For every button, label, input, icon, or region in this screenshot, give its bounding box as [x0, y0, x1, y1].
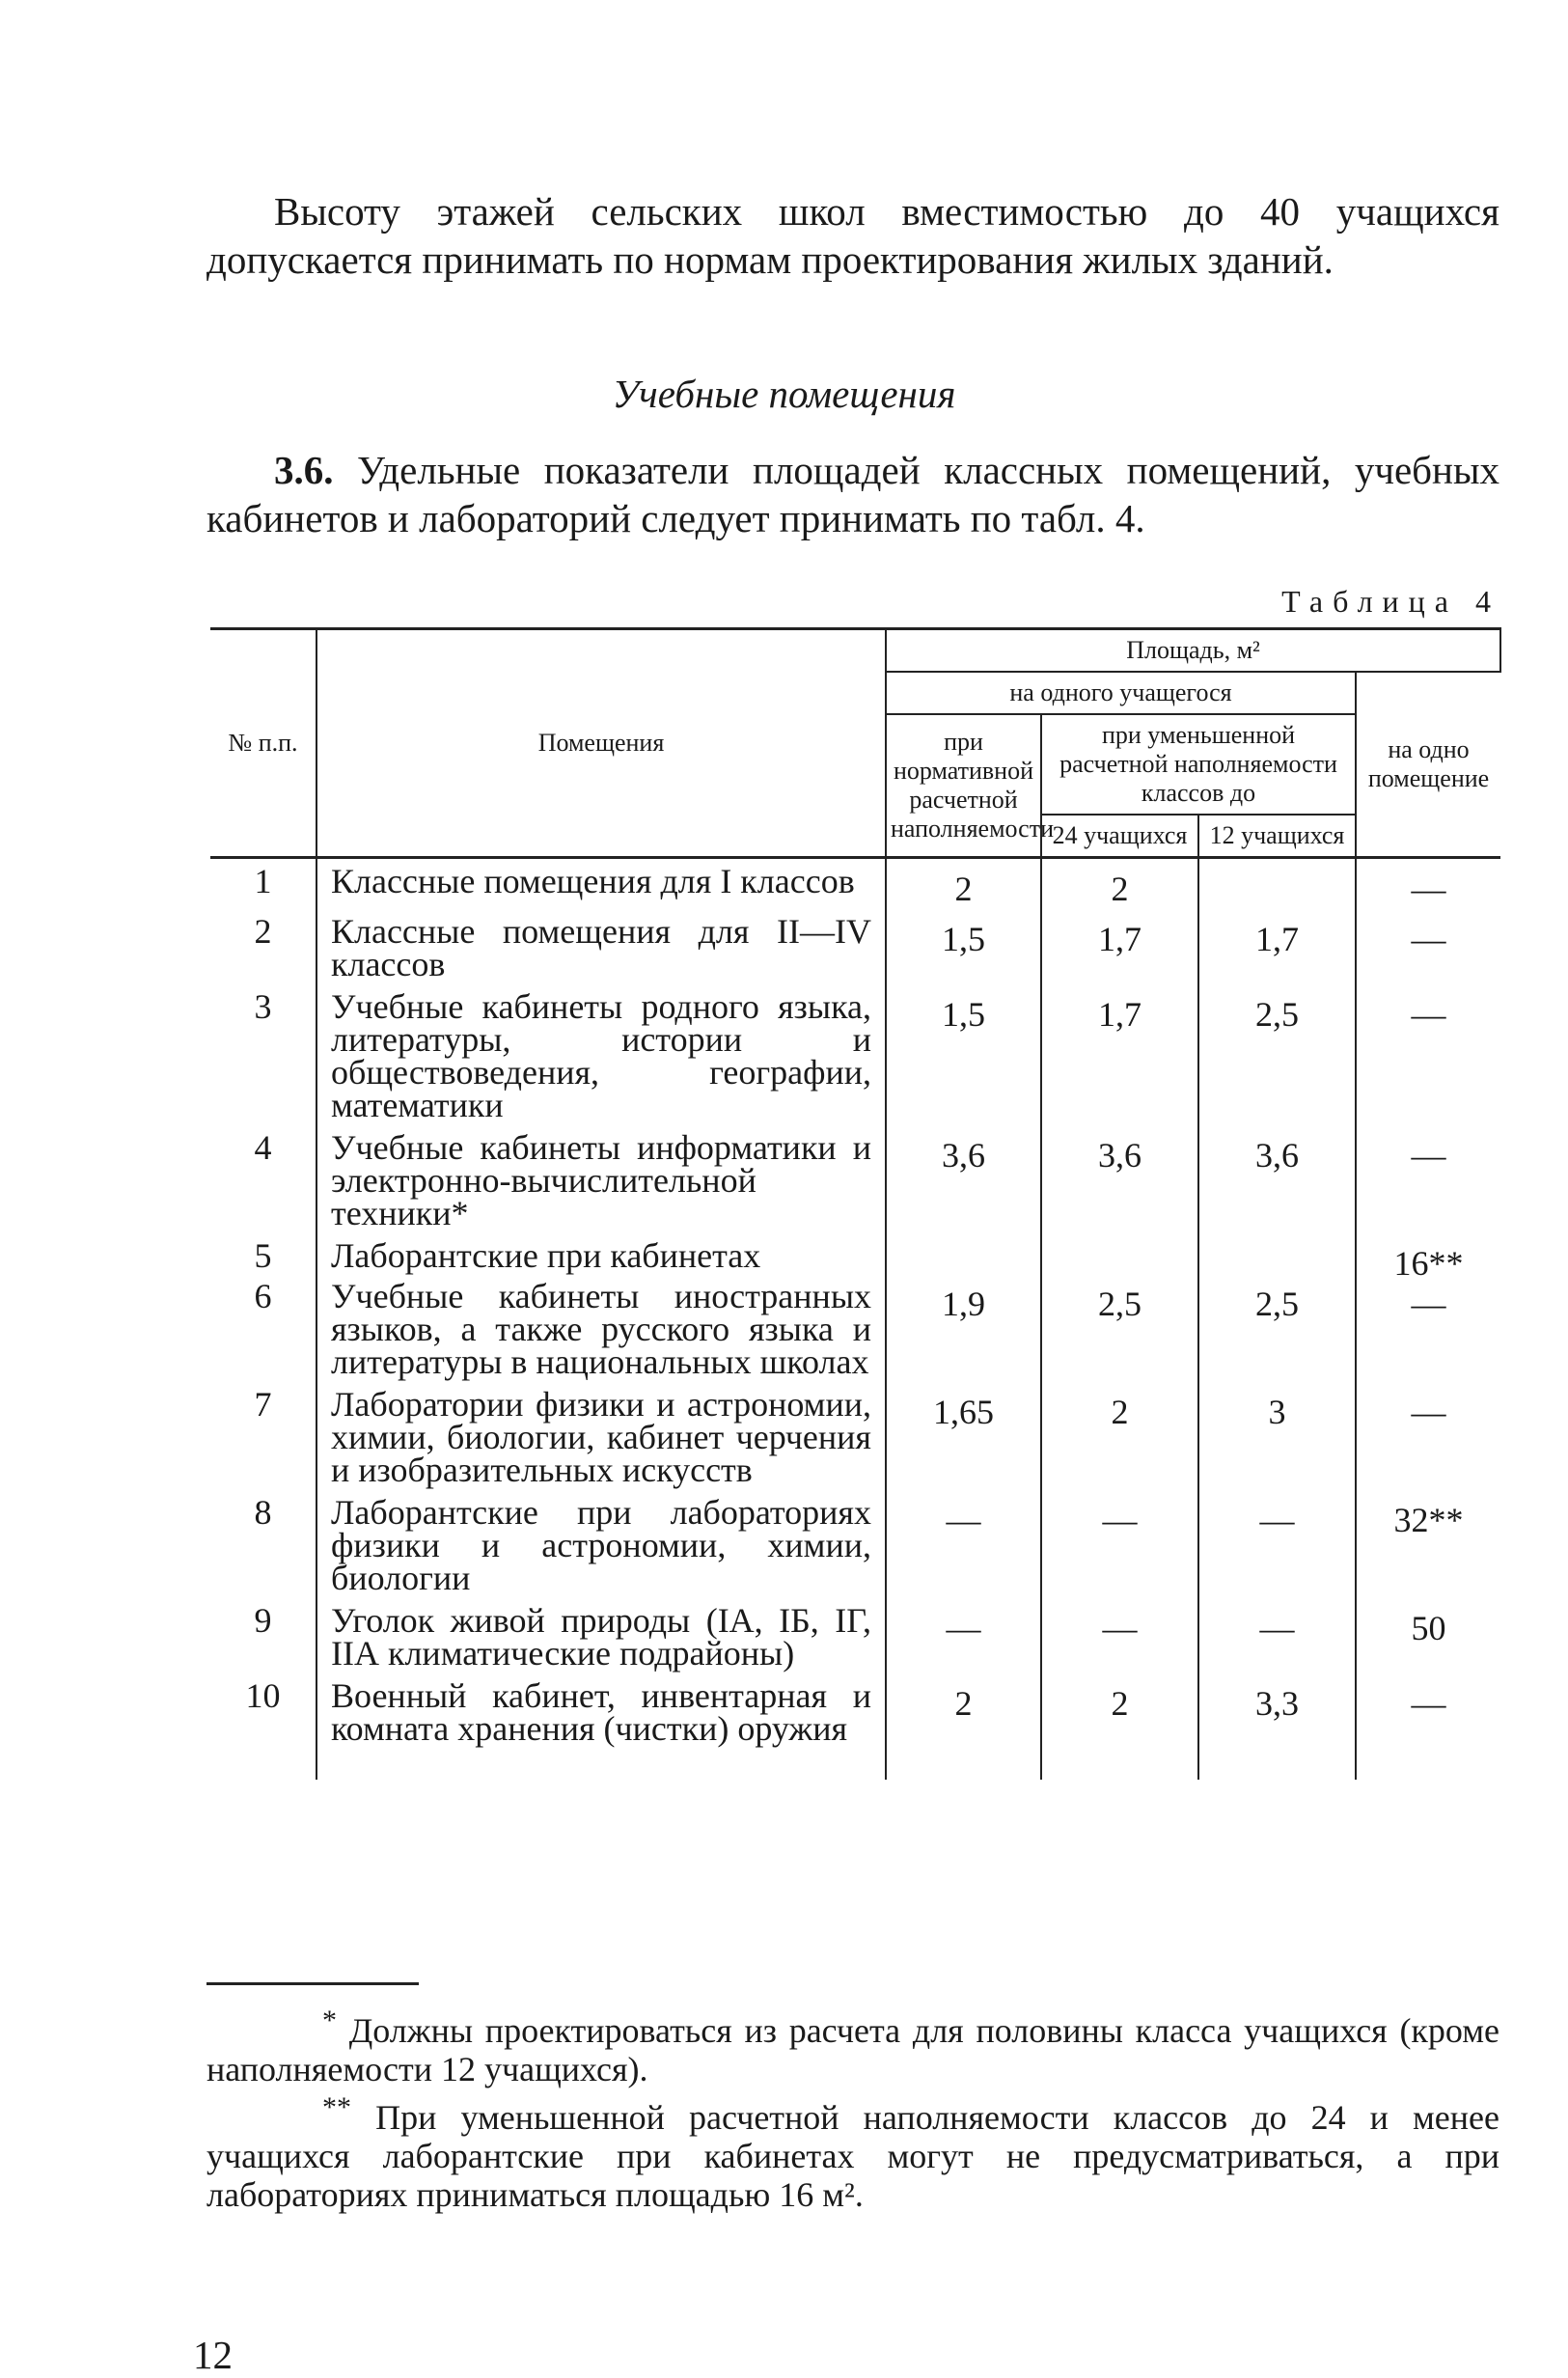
row-normative-value: —	[886, 1490, 1041, 1598]
row-per-room-value: —	[1356, 1280, 1500, 1382]
intro-paragraph: Высоту этажей сельских школ вместимостью до 40 учащихся допускается принимать по нормам проектирования жилых зданий.	[206, 189, 1499, 282]
table-caption: Таблица 4	[1281, 584, 1500, 619]
row-normative-value	[886, 1233, 1041, 1280]
row-12-value: 3,3	[1198, 1673, 1356, 1780]
row-num: 6	[210, 1280, 316, 1382]
row-num: 10	[210, 1673, 316, 1780]
header-24-students: 24 учащихся	[1041, 815, 1198, 858]
table-row	[210, 909, 1500, 984]
row-12-value	[1198, 858, 1356, 910]
header-per-room: на одно помещение	[1356, 672, 1500, 858]
row-24-value: —	[1041, 1490, 1198, 1598]
row-num: 8	[210, 1490, 316, 1598]
row-num: 2	[210, 909, 316, 984]
row-24-value: 3,6	[1041, 1125, 1198, 1233]
table-row	[210, 1673, 1500, 1780]
row-24-value: 2	[1041, 1673, 1198, 1780]
row-room-name: Военный кабинет, инвентарная и комната хранения (чистки) оружия	[316, 1673, 886, 1780]
header-num: № п.п.	[210, 629, 316, 858]
row-per-room-value: 50	[1356, 1598, 1500, 1673]
row-normative-value: 3,6	[886, 1125, 1041, 1233]
row-normative-value: 1,5	[886, 984, 1041, 1125]
row-24-value	[1041, 1233, 1198, 1280]
row-normative-value: 1,9	[886, 1280, 1041, 1382]
row-normative-value: 2	[886, 858, 1041, 910]
table-row	[210, 984, 1500, 1125]
header-area: Площадь, м²	[886, 629, 1500, 673]
row-room-name: Лаборатории физики и астрономии, химии, биологии, кабинет черчения и изобразительных искусств	[316, 1382, 886, 1490]
row-24-value: 1,7	[1041, 909, 1198, 984]
paragraph-text: Удельные показатели площадей классных помещений, учебных кабинетов и лабораторий следует принимать по табл. 4.	[206, 448, 1499, 540]
row-12-value	[1198, 1233, 1356, 1280]
row-12-value: 1,7	[1198, 909, 1356, 984]
row-per-room-value: 16**	[1356, 1233, 1500, 1280]
row-normative-value: 2	[886, 1673, 1041, 1780]
row-normative-value: 1,65	[886, 1382, 1041, 1490]
header-per-student: на одного учащегося	[886, 672, 1356, 714]
table-row	[210, 1382, 1500, 1490]
paragraph-number: 3.6.	[274, 448, 334, 492]
row-room-name: Лаборантские при лабораториях физики и астрономии, химии, биологии	[316, 1490, 886, 1598]
row-24-value: 2	[1041, 1382, 1198, 1490]
footnote-mark: *	[322, 2005, 337, 2036]
page-number: 12	[193, 2333, 233, 2377]
row-num: 5	[210, 1233, 316, 1280]
table-row	[210, 1598, 1500, 1673]
row-per-room-value: —	[1356, 1125, 1500, 1233]
header-rooms: Помещения	[316, 629, 886, 858]
footnote-text: При уменьшенной расчетной наполняемости классов до 24 и менее учащихся лаборантские при кабинетах могут не предусматриваться, а при лабораториях приниматься площадью 16 м².	[206, 2098, 1500, 2214]
section-title: Учебные помещения	[612, 372, 956, 416]
row-12-value: 2,5	[1198, 984, 1356, 1125]
row-room-name: Классные помещения для I классов	[316, 858, 886, 910]
table-row	[210, 1125, 1500, 1233]
row-12-value: 3,6	[1198, 1125, 1356, 1233]
table-row	[210, 1490, 1500, 1598]
row-12-value: —	[1198, 1490, 1356, 1598]
row-room-name: Учебные кабинеты родного языка, литературы, истории и обществоведения, географии, математики	[316, 984, 886, 1125]
row-per-room-value: 32**	[1356, 1490, 1500, 1598]
row-room-name: Уголок живой природы (IA, IБ, IГ, IIА климатические подрайоны)	[316, 1598, 886, 1673]
paragraph-3-6	[206, 446, 1499, 542]
row-num: 1	[210, 858, 316, 910]
header-normative: при нормативной расчетной наполняемости	[886, 714, 1041, 858]
row-24-value: 1,7	[1041, 984, 1198, 1125]
row-num: 9	[210, 1598, 316, 1673]
row-12-value: 2,5	[1198, 1280, 1356, 1382]
header-reduced: при уменьшенной расчетной наполняемости классов до	[1041, 714, 1356, 815]
row-num: 4	[210, 1125, 316, 1233]
row-12-value: 3	[1198, 1382, 1356, 1490]
row-num: 7	[210, 1382, 316, 1490]
row-per-room-value: —	[1356, 984, 1500, 1125]
row-per-room-value: —	[1356, 909, 1500, 984]
row-per-room-value: —	[1356, 858, 1500, 910]
footnote-divider	[206, 1982, 419, 1985]
table-row	[210, 1280, 1500, 1382]
footnote-2	[206, 2088, 1499, 2214]
table-row	[210, 858, 1500, 910]
row-room-name: Учебные кабинеты иностранных языков, а также русского языка и литературы в национальных школах	[316, 1280, 886, 1382]
row-room-name: Лаборантские при кабинетах	[316, 1233, 886, 1280]
row-normative-value: —	[886, 1598, 1041, 1673]
area-table	[210, 627, 1501, 1780]
row-num: 3	[210, 984, 316, 1125]
row-24-value: 2,5	[1041, 1280, 1198, 1382]
footnote-mark: **	[322, 2091, 351, 2123]
row-12-value: —	[1198, 1598, 1356, 1673]
row-room-name: Учебные кабинеты информатики и электронно-вычислительной техники*	[316, 1125, 886, 1233]
header-12-students: 12 учащихся	[1198, 815, 1356, 858]
row-24-value: —	[1041, 1598, 1198, 1673]
table-row	[210, 1233, 1500, 1280]
row-per-room-value: —	[1356, 1382, 1500, 1490]
footnote-1	[206, 2002, 1499, 2088]
footnote-text: Должны проектироваться из расчета для половины класса учащихся (кроме наполняемости 12 учащихся).	[206, 2011, 1499, 2088]
row-24-value: 2	[1041, 858, 1198, 910]
row-room-name: Классные помещения для II—IV классов	[316, 909, 886, 984]
row-per-room-value: —	[1356, 1673, 1500, 1780]
row-normative-value: 1,5	[886, 909, 1041, 984]
